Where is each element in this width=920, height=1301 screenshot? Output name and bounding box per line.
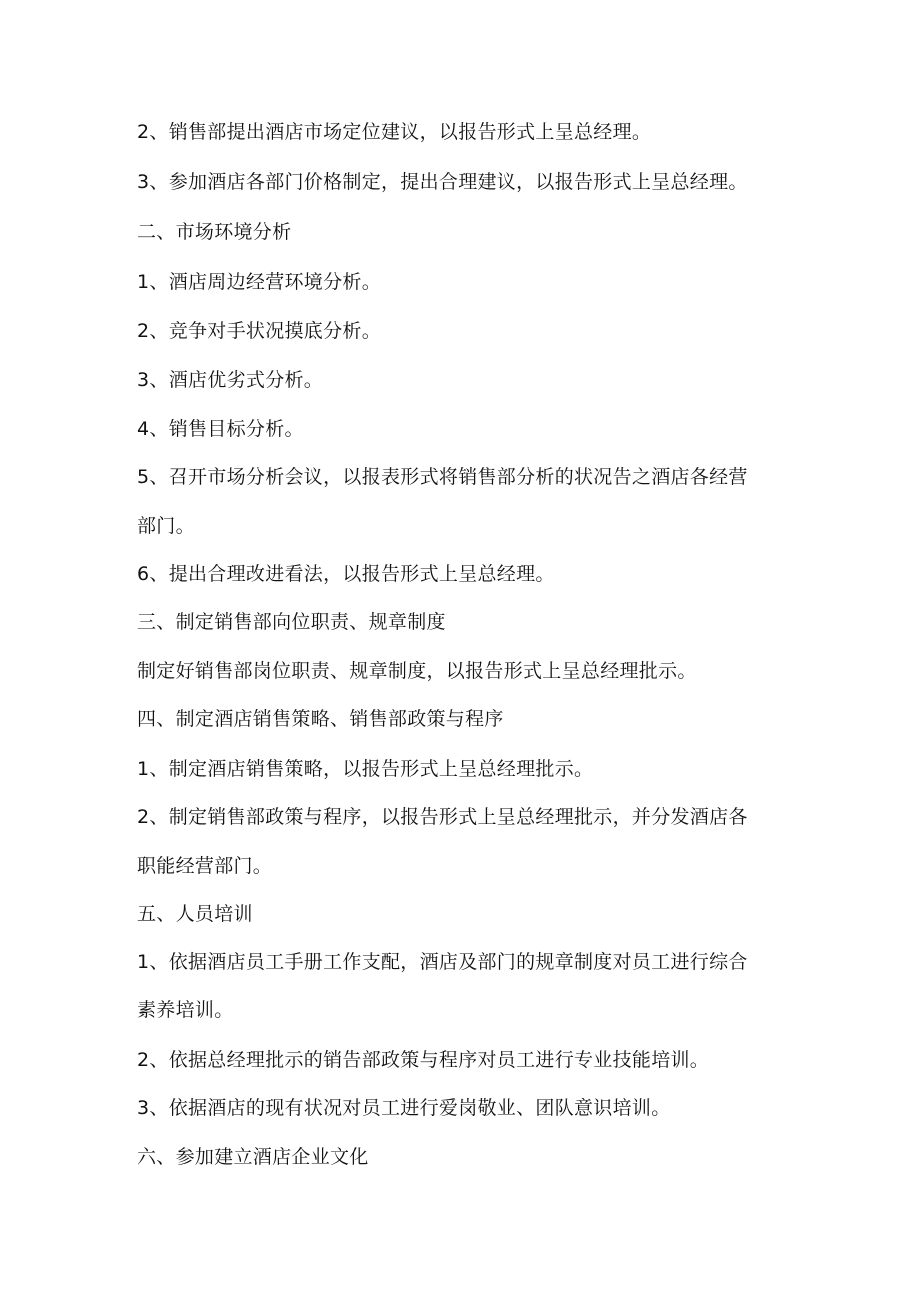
- paragraph-line: 2、制定销售部政策与程序，以报告形式上呈总经理批示，并分发酒店各: [137, 806, 748, 828]
- paragraph-line: 1、制定酒店销售策略，以报告形式上呈总经理批示。: [137, 758, 594, 780]
- paragraph-line: 素养培训。: [137, 999, 234, 1021]
- section-heading: 六、参加建立酒店企业文化: [137, 1146, 369, 1168]
- paragraph-line: 1、依据酒店员工手册工作支配，酒店及部门的规章制度对员工进行综合: [137, 951, 748, 973]
- paragraph-line: 2、销售部提出酒店市场定位建议，以报告形式上呈总经理。: [137, 121, 652, 143]
- paragraph-line: 3、依据酒店的现有状况对员工进行爱岗敬业、团队意识培训。: [137, 1097, 671, 1119]
- paragraph-line: 2、竞争对手状况摸底分析。: [137, 320, 381, 342]
- paragraph-line: 职能经营部门。: [137, 855, 273, 877]
- section-heading: 四、制定酒店销售策略、销售部政策与程序: [137, 708, 504, 730]
- paragraph-line: 3、参加酒店各部门价格制定，提出合理建议，以报告形式上呈总经理。: [137, 171, 748, 193]
- paragraph-line: 2、依据总经理批示的销告部政策与程序对员工进行专业技能培训。: [137, 1049, 710, 1071]
- paragraph-line: 3、酒店优劣式分析。: [137, 369, 324, 391]
- paragraph-line: 4、销售目标分析。: [137, 418, 304, 440]
- paragraph-line: 1、酒店周边经营环境分析。: [137, 271, 381, 293]
- paragraph-line: 5、召开市场分析会议，以报表形式将销售部分析的状况告之酒店各经营: [137, 466, 748, 488]
- section-heading: 二、市场环境分析: [137, 221, 292, 243]
- paragraph-line: 部门。: [137, 515, 195, 537]
- paragraph-line: 6、提出合理改进看法，以报告形式上呈总经理。: [137, 563, 555, 585]
- section-heading: 五、人员培训: [137, 903, 253, 925]
- section-heading: 三、制定销售部向位职责、规章制度: [137, 611, 446, 633]
- paragraph-line: 制定好销售部岗位职责、规章制度，以报告形式上呈总经理批示。: [137, 660, 697, 682]
